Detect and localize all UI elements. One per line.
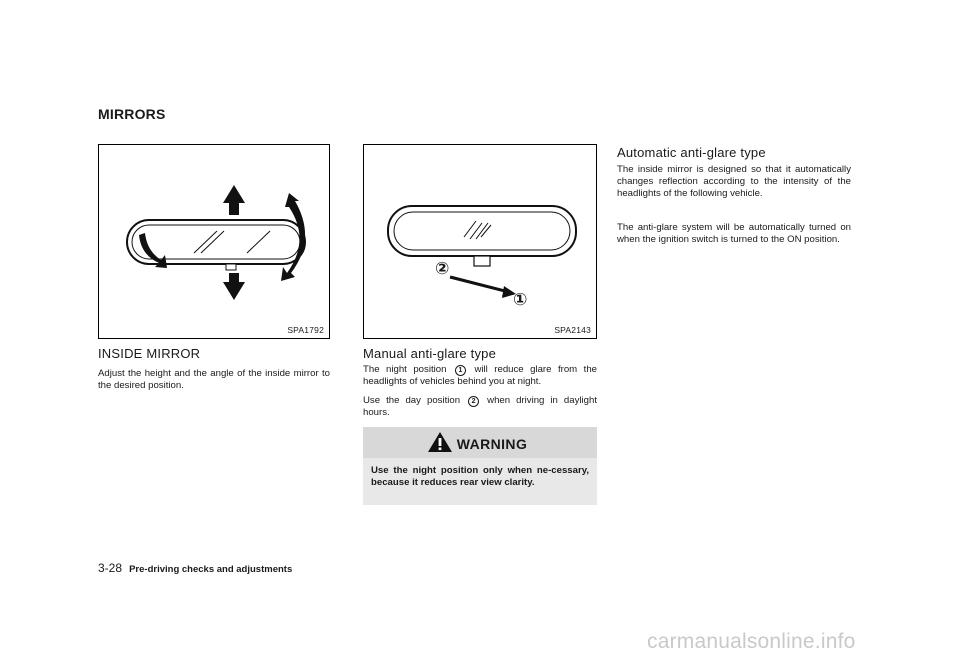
text-run: when driving in daylight hours. [363,395,598,418]
inside-mirror-body: Adjust the height and the angle of the inside mirror to the desired position. [98,368,330,391]
watermark: carmanualsonline.info [647,630,856,653]
text-run: Use the day position [363,395,461,406]
warning-triangle-icon [427,431,453,453]
callout-1: ① [513,290,528,309]
figure-code: SPA1792 [287,325,324,335]
warning-title: WARNING [456,436,528,452]
inside-mirror-heading: INSIDE MIRROR [98,346,201,361]
warning-box [363,427,597,505]
text-run: The night position [363,364,447,375]
warning-header [363,427,597,456]
figure-code: SPA2143 [554,325,591,335]
chapter-title: Pre-driving checks and adjustments [129,564,293,575]
figure-manual-anti-glare [363,144,597,339]
page-footer [98,561,292,575]
automatic-paragraph-2: The anti-glare system will be automatically turned on when the ignition switch is turned to the ON position. [617,222,851,245]
automatic-paragraph-1: The inside mirror is designed so that it automatically changes reflection according to the intensity of the headlights of the following vehicle. [617,164,851,199]
page-number: 3-28 [98,561,123,575]
anti-glare-lever-illustration [364,145,598,340]
callout-1-inline: 1 [455,365,466,376]
warning-body: Use the night position only when ne-cessary, because it reduces rear view clarity. [371,465,589,488]
automatic-anti-glare-heading: Automatic anti-glare type [617,145,766,160]
manual-paragraph-2 [363,395,597,419]
text-run: will reduce glare from the headlights of vehicles behind you at night. [363,364,597,387]
section-title: MIRRORS [98,106,166,122]
callout-2-inline: 2 [468,396,479,407]
mirror-adjust-illustration [99,145,331,340]
manual-anti-glare-heading: Manual anti-glare type [363,346,497,361]
manual-paragraph-1 [363,364,597,388]
figure-inside-mirror [98,144,330,339]
callout-2: ② [435,259,450,278]
